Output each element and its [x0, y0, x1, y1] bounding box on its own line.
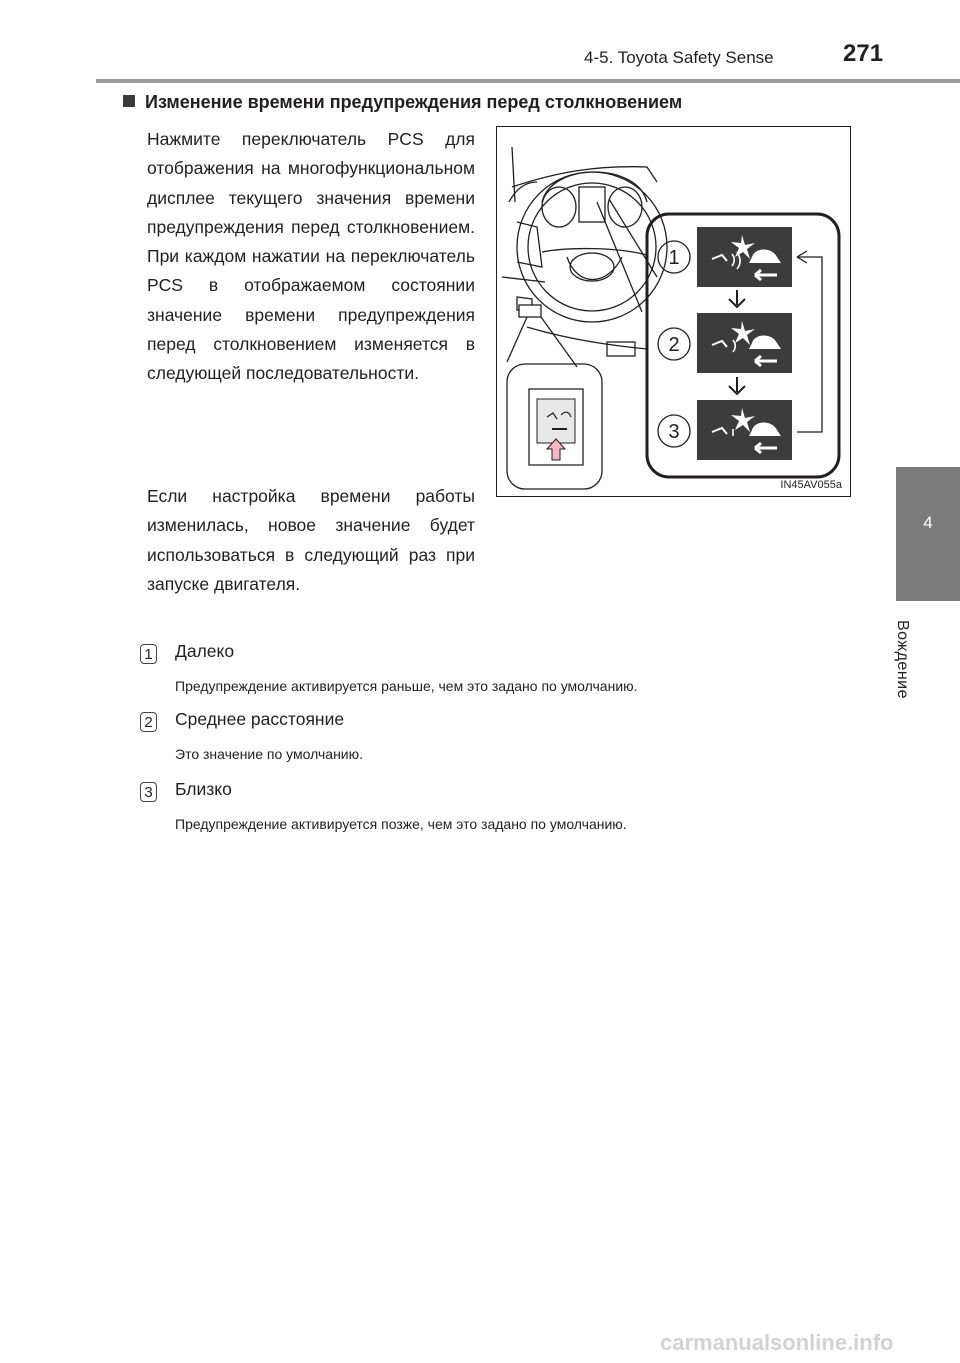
step-3-label: 3 [668, 421, 680, 443]
intro-paragraph: Нажмите переключатель PCS для отображения на многофункциональном дисплее текущего значения времени предупреждения перед столкновением. При каждом нажатии на переключатель PCS в отображаемом состоянии значение времени предупреждения перед столкновением изменяется в следующей последовательности. [147, 129, 475, 384]
item-title: Среднее расстояние [175, 709, 345, 729]
item-number-badge: 2 [140, 712, 157, 732]
page-number: 271 [843, 40, 884, 67]
pcs-switch-icon [537, 399, 575, 460]
chapter-label: Вождение [894, 620, 911, 699]
section-heading [123, 92, 682, 113]
chapter-number: 4 [923, 513, 933, 532]
note-paragraph: Если настройка времени работы изменилась, новое значение будет использоваться в следующий раз при запуске двигателя. [147, 486, 475, 594]
item-title: Близко [175, 779, 232, 799]
heading-bullet-icon [123, 95, 135, 107]
step-1-label: 1 [668, 247, 680, 269]
section-heading-text: Изменение времени предупреждения перед столкновением [145, 92, 683, 112]
item-description: Это значение по умолчанию. [175, 746, 364, 762]
display-near [697, 400, 792, 460]
step-2-label: 2 [668, 334, 680, 356]
chapter-tab[interactable] [896, 467, 960, 601]
display-medium [697, 313, 792, 373]
item-number-badge: 3 [140, 782, 157, 802]
dashboard-drawing [497, 127, 850, 496]
header-section-title: 4-5. Toyota Safety Sense [584, 48, 774, 67]
figure-code: IN45AV055a [780, 479, 842, 491]
item-description: Предупреждение активируется позже, чем это задано по умолчанию. [175, 816, 627, 832]
header-divider [96, 79, 960, 83]
watermark[interactable]: carmanualsonline.info [660, 1330, 894, 1355]
pcs-switch-illustration [496, 126, 851, 497]
item-number-badge: 1 [140, 644, 157, 664]
display-far [697, 227, 792, 287]
item-description: Предупреждение активируется раньше, чем это задано по умолчанию. [175, 678, 638, 694]
item-title: Далеко [175, 641, 235, 661]
